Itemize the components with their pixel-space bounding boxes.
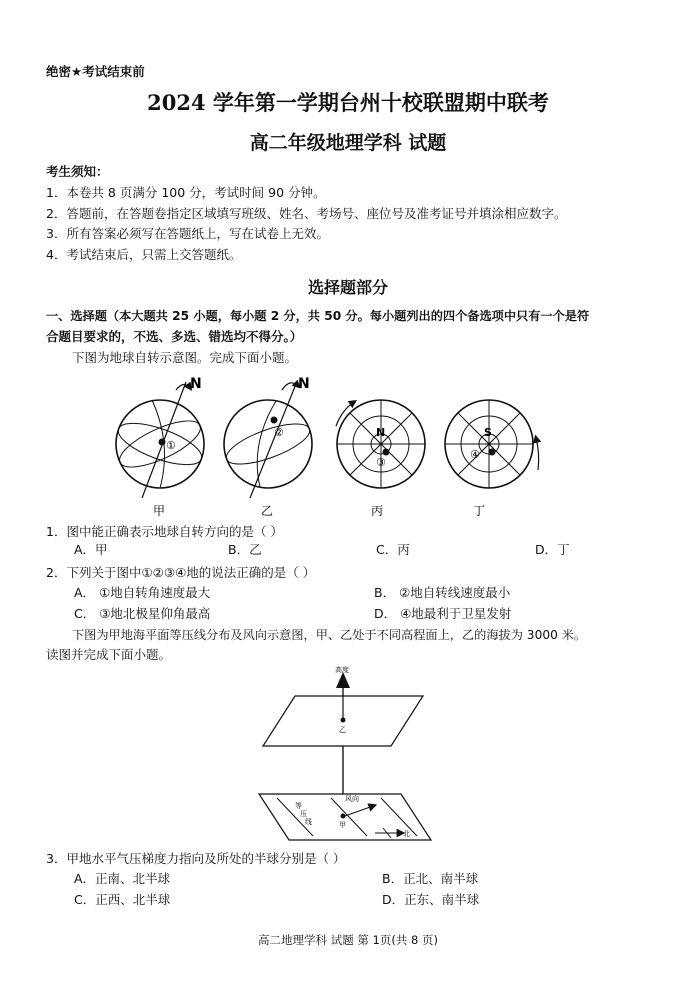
q2-option-d: D． ④地最利于卫星发射 (374, 606, 512, 621)
q1-option-d: D．丁 (535, 542, 570, 557)
isobar-label-1: 等 (295, 802, 302, 810)
confidential-mark: 绝密★考试结束前 (46, 64, 145, 79)
point-jia-label: 甲 (339, 821, 346, 829)
isobar-label-2: 压 (300, 810, 307, 818)
q1-option-b: B．乙 (228, 542, 262, 557)
q3-option-d: D．正东、南半球 (382, 892, 480, 907)
point-2-label: ② (274, 426, 284, 439)
question-2-stem: 2．下列关于图中①②③④地的说法正确的是（ ） (46, 565, 316, 580)
q1-option-a: A．甲 (74, 542, 108, 557)
globe-jia (114, 382, 207, 498)
page-footer: 高二地理学科 试题 第 1页(共 8 页) (258, 933, 438, 947)
globe-yi (222, 383, 314, 498)
exam-title: 2024 学年第一学期台州十校联盟期中联考 (147, 90, 549, 115)
exam-subtitle: 高二年级地理学科 试题 (249, 132, 447, 154)
polar-view-bing (336, 400, 425, 488)
south-label-ding: S (484, 426, 492, 439)
figure-label-jia: 甲 (153, 504, 166, 518)
wind-label: 风向 (345, 795, 359, 803)
section-intro-line-1: 一、选择题（本大题共 25 小题，每小题 2 分，共 50 分。每小题列出的四个备选项中只有一个是符 (46, 309, 590, 323)
q3-option-c: C．正西、北半球 (74, 892, 171, 907)
notice-item-4: 4．考试结束后，只需上交答题纸。 (46, 247, 242, 262)
notice-item-3: 3．所有答案必须写在答题纸上，写在试卷上无效。 (46, 226, 329, 241)
figure-label-yi: 乙 (261, 504, 274, 518)
point-yi-label: 乙 (339, 726, 346, 734)
figure1-caption: 下图为地球自转示意图。完成下面小题。 (72, 350, 298, 365)
height-axis-label: 高度 (335, 666, 349, 674)
point-3-label: ③ (376, 456, 386, 469)
isobar-label-3: 线 (305, 818, 312, 826)
figure-label-bing: 丙 (371, 504, 384, 518)
figure-label-ding: 丁 (473, 504, 486, 518)
q2-option-a: A． ①地自转角速度最大 (74, 585, 211, 600)
q2-option-c: C． ③地北极星仰角最高 (74, 606, 211, 621)
north-label-yi: N (298, 376, 310, 392)
notice-item-1: 1．本卷共 8 页满分 100 分，考试时间 90 分钟。 (46, 185, 326, 200)
q2-option-b: B． ②地自转线速度最小 (374, 585, 511, 600)
polar-view-ding (445, 400, 539, 488)
notice-heading: 考生须知： (46, 164, 109, 179)
question-3-stem: 3．甲地水平气压梯度力指向及所处的半球分别是（ ） (46, 851, 346, 866)
q1-option-c: C．丙 (376, 542, 410, 557)
pressure-wind-figure (255, 664, 435, 848)
point-4-label: ④ (470, 448, 480, 461)
question-1-stem: 1．图中能正确表示地球自转方向的是（ ） (46, 524, 283, 539)
point-1-label: ① (166, 439, 176, 452)
section-intro-line-2: 合题目要求的，不选、多选、错选均不得分。） (46, 329, 303, 344)
q3-option-b: B．正北、南半球 (382, 871, 479, 886)
north-label-jia: N (190, 376, 202, 392)
q3-option-a: A．正南、北半球 (74, 871, 171, 886)
figure2-caption-line-1: 下图为甲地海平面等压线分布及风向示意图，甲、乙处于不同高程面上，乙的海拔为 3000 米。 (72, 628, 587, 642)
north-label-bing: N (376, 426, 386, 439)
notice-item-2: 2．答题前，在答题卷指定区域填写班级、姓名、考场号、座位号及准考证号并填涂相应数字。 (46, 206, 567, 221)
section-title: 选择题部分 (307, 278, 388, 297)
figure2-caption-line-2: 读图并完成下面小题。 (46, 647, 172, 662)
north-label: 北 (403, 830, 410, 838)
earth-rotation-figure (100, 370, 550, 522)
